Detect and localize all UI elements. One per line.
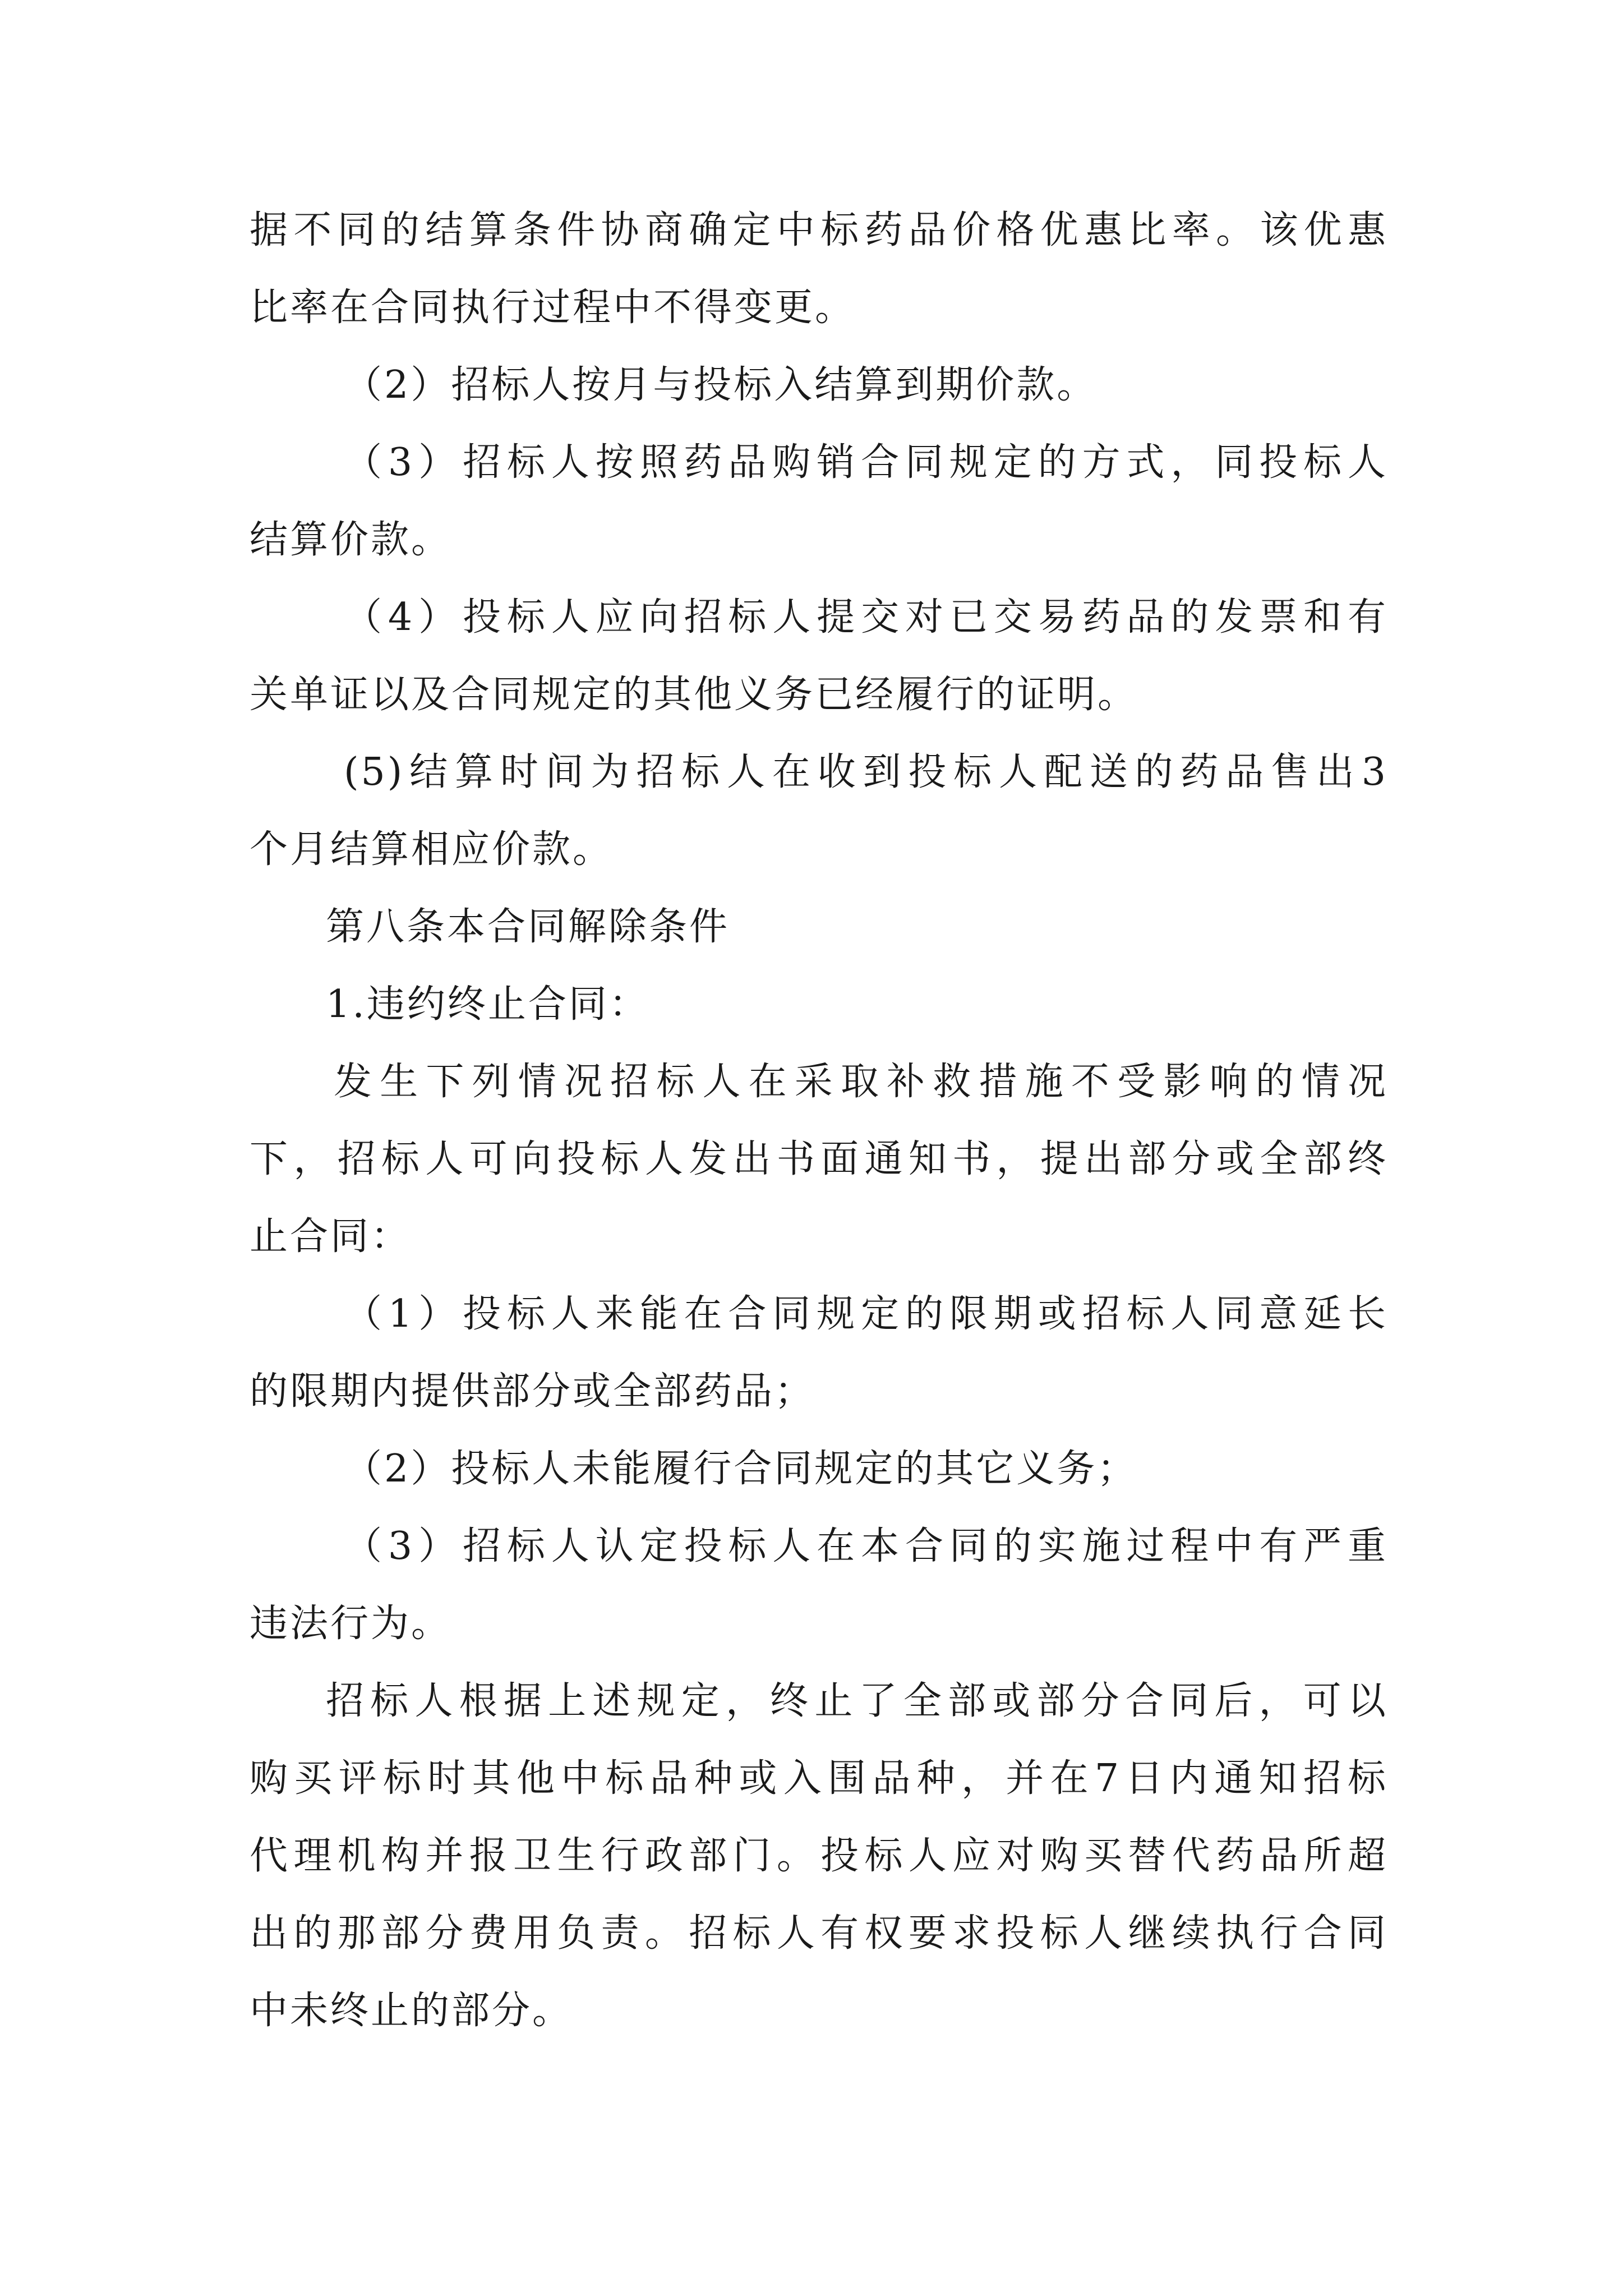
text-line: （1）投标人来能在合同规定的限期或招标人同意延长 bbox=[344, 1292, 1388, 1336]
text-line: （3）招标人按照药品购销合同规定的方式，同投标人 bbox=[344, 440, 1388, 485]
text-line: 发生下列情况招标人在采取补救措施不受影响的情况 bbox=[334, 1060, 1388, 1104]
text-line: 出的那部分费用负责。招标人有权要求投标人继续执行合同 bbox=[250, 1911, 1388, 1955]
section-heading: 第八条本合同解除条件 bbox=[326, 905, 730, 949]
text-line: 中未终止的部分。 bbox=[250, 1989, 573, 2033]
text-line: 止合同： bbox=[250, 1214, 412, 1259]
text-line: 的限期内提供部分或全部药品； bbox=[250, 1369, 815, 1414]
text-line: 代理机构并报卫生行政部门。投标人应对购买替代药品所超 bbox=[250, 1834, 1388, 1878]
subsection-heading: 1.违约终止合同： bbox=[326, 982, 649, 1027]
text-line: (5)结算时间为招标人在收到投标人配送的药品售出3 bbox=[344, 750, 1388, 794]
text-line: （2）招标人按月与投标入结算到期价款。 bbox=[344, 363, 1098, 407]
text-line: 下，招标人可向投标人发出书面通知书，提出部分或全部终 bbox=[250, 1137, 1388, 1181]
text-line: （4）投标人应向招标人提交对已交易药品的发票和有 bbox=[344, 595, 1388, 639]
text-line: 个月结算相应价款。 bbox=[250, 827, 614, 872]
text-line: 据不同的结算条件协商确定中标药品价格优惠比率。该优惠 bbox=[250, 208, 1388, 252]
text-line: （2）投标人未能履行合同规定的其它义务； bbox=[344, 1447, 1138, 1491]
text-line: 违法行为。 bbox=[250, 1602, 452, 1646]
text-line: 关单证以及合同规定的其他义务已经履行的证明。 bbox=[250, 673, 1138, 717]
text-line: 购买评标时其他中标品种或入围品种，并在7日内通知招标 bbox=[250, 1756, 1388, 1801]
text-line: 招标人根据上述规定，终止了全部或部分合同后，可以 bbox=[326, 1679, 1388, 1723]
text-line: （3）招标人认定投标人在本合同的实施过程中有严重 bbox=[344, 1524, 1388, 1568]
document-body bbox=[250, 210, 1388, 2031]
text-line: 结算价款。 bbox=[250, 518, 452, 562]
text-line: 比率在合同执行过程中不得变更。 bbox=[250, 286, 856, 330]
